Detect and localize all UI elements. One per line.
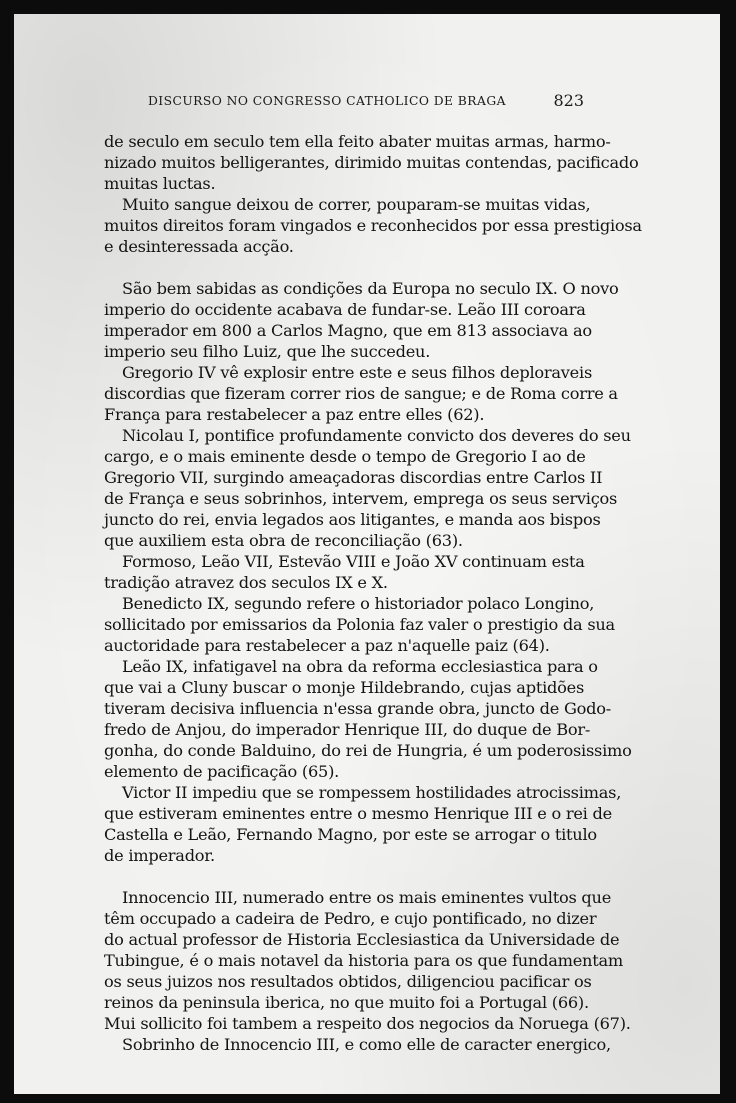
text-line: imperio do occidente acabava de fundar-se. Leão III coroara	[104, 300, 586, 319]
text-line: têm occupado a cadeira de Pedro, e cujo pontificado, no dizer	[104, 909, 597, 928]
text-line: sollicitado por emissarios da Polonia faz valer o prestigio da sua	[104, 615, 615, 634]
text-line: que estiveram eminentes entre o mesmo Henrique III e o rei de	[104, 804, 612, 823]
text-line: Formoso, Leão VII, Estevão VIII e João XV continuam esta	[122, 552, 585, 571]
text-line: reinos da peninsula iberica, no que muito foi a Portugal (66).	[104, 993, 589, 1012]
text-line: Sobrinho de Innocencio III, e como elle de caracter energico,	[122, 1035, 611, 1054]
text-line: Gregorio VII, surgindo ameaçadoras discordias entre Carlos II	[104, 468, 603, 487]
text-line: Tubingue, é o mais notavel da historia para os que fundamentam	[104, 951, 623, 970]
running-title: DISCURSO NO CONGRESSO CATHOLICO DE BRAGA	[148, 94, 506, 108]
text-line: Muito sangue deixou de correr, pouparam-se muitas vidas,	[122, 195, 591, 214]
text-line: que auxiliem esta obra de reconciliação (63).	[104, 531, 463, 550]
text-line: fredo de Anjou, do imperador Henrique III, do duque de Bor-	[104, 720, 591, 739]
text-line: de imperador.	[104, 846, 215, 865]
body-text	[104, 131, 642, 1055]
text-line: os seus juizos nos resultados obtidos, diligenciou pacificar os	[104, 972, 592, 991]
text-line: imperio seu filho Luiz, que lhe succedeu.	[104, 342, 431, 361]
section-gap	[104, 866, 584, 887]
text-line: de seculo em seculo tem ella feito abater muitas armas, harmo-	[104, 132, 611, 151]
section-gap	[104, 257, 584, 278]
text-line: elemento de pacificação (65).	[104, 762, 340, 781]
text-line: gonha, do conde Balduino, do rei de Hungria, é um poderosissimo	[104, 741, 632, 760]
text-line: Victor II impediu que se rompessem hostilidades atrocissimas,	[122, 783, 622, 802]
text-line: juncto do rei, envia legados aos litigantes, e manda aos bispos	[104, 510, 601, 529]
text-line: muitas luctas.	[104, 174, 216, 193]
text-line: Mui sollicito foi tambem a respeito dos negocios da Noruega (67).	[104, 1014, 631, 1033]
text-line: França para restabelecer a paz entre elles (62).	[104, 405, 485, 424]
text-line: Benedicto IX, segundo refere o historiador polaco Longino,	[122, 594, 595, 613]
text-line: discordias que fizeram correr rios de sangue; e de Roma corre a	[104, 384, 618, 403]
text-line: Leão IX, infatigavel na obra da reforma ecclesiastica para o	[122, 657, 598, 676]
text-line: e desinteressada acção.	[104, 237, 294, 256]
text-line: Nicolau I, pontifice profundamente convicto dos deveres do seu	[122, 426, 631, 445]
text-line: auctoridade para restabelecer a paz n'aquelle paiz (64).	[104, 636, 550, 655]
page-number: 823	[553, 91, 584, 110]
text-line: São bem sabidas as condições da Europa no seculo IX. O novo	[122, 279, 619, 298]
text-line: imperador em 800 a Carlos Magno, que em 813 associava ao	[104, 321, 592, 340]
text-line: Innocencio III, numerado entre os mais eminentes vultos que	[122, 888, 612, 907]
text-line: Castella e Leão, Fernando Magno, por este se arrogar o titulo	[104, 825, 597, 844]
text-line: tradição atravez dos seculos IX e X.	[104, 573, 388, 592]
text-line: cargo, e o mais eminente desde o tempo de Gregorio I ao de	[104, 447, 586, 466]
text-line: Gregorio IV vê explosir entre este e seus filhos deploraveis	[122, 363, 593, 382]
text-line: que vai a Cluny buscar o monje Hildebrando, cujas aptidões	[104, 678, 584, 697]
text-line: muitos direitos foram vingados e reconhecidos por essa prestigiosa	[104, 216, 642, 235]
text-line: tiveram decisiva influencia n'essa grande obra, juncto de Godo-	[104, 699, 611, 718]
text-line: do actual professor de Historia Ecclesiastica da Universidade de	[104, 930, 620, 949]
text-line: nizado muitos belligerantes, dirimido muitas contendas, pacificado	[104, 153, 639, 172]
text-line: de França e seus sobrinhos, intervem, emprega os seus serviços	[104, 489, 618, 508]
